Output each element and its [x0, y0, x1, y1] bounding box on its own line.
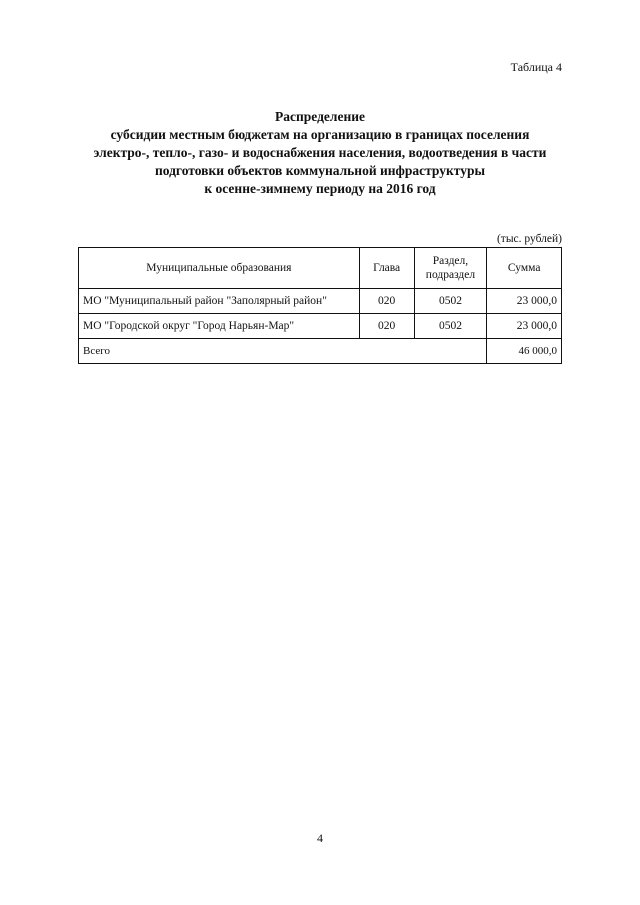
table-row: [79, 289, 562, 314]
title-line: электро-, тепло-, газо- и водоснабжения населения, водоотведения в части: [93, 145, 547, 160]
title-line: подготовки объектов коммунальной инфраструктуры: [154, 163, 486, 178]
title-line: субсидии местным бюджетам на организацию в границах поселения: [110, 127, 530, 142]
cell-sum: 23 000,0: [487, 314, 562, 339]
cell-municipality: МО "Муниципальный район "Заполярный район": [79, 289, 360, 314]
subsidy-distribution-table: [78, 247, 562, 364]
total-row: [79, 339, 562, 364]
cell-glava: 020: [359, 289, 414, 314]
header-sum: Сумма: [487, 248, 562, 289]
header-razdel-line1: Раздел,: [432, 255, 469, 267]
cell-glava: 020: [359, 314, 414, 339]
title-line: Распределение: [274, 109, 366, 124]
page-number: 4: [317, 831, 323, 845]
table-number-label: Таблица 4: [510, 60, 562, 74]
header-razdel: [414, 248, 487, 289]
units-note: (тыс. рублей): [496, 233, 562, 245]
header-municipality: Муниципальные образования: [79, 248, 360, 289]
total-label: Всего: [79, 339, 487, 364]
title-line: к осенне-зимнему периоду на 2016 год: [204, 181, 436, 196]
total-sum: 46 000,0: [487, 339, 562, 364]
header-glava: Глава: [359, 248, 414, 289]
header-razdel-line2: подраздел: [425, 269, 476, 281]
cell-municipality: МО "Городской округ "Город Нарьян-Мар": [79, 314, 360, 339]
document-title: [60, 108, 580, 198]
table-header-row: [79, 248, 562, 289]
table-row: [79, 314, 562, 339]
cell-razdel: 0502: [414, 289, 487, 314]
cell-razdel: 0502: [414, 314, 487, 339]
cell-sum: 23 000,0: [487, 289, 562, 314]
